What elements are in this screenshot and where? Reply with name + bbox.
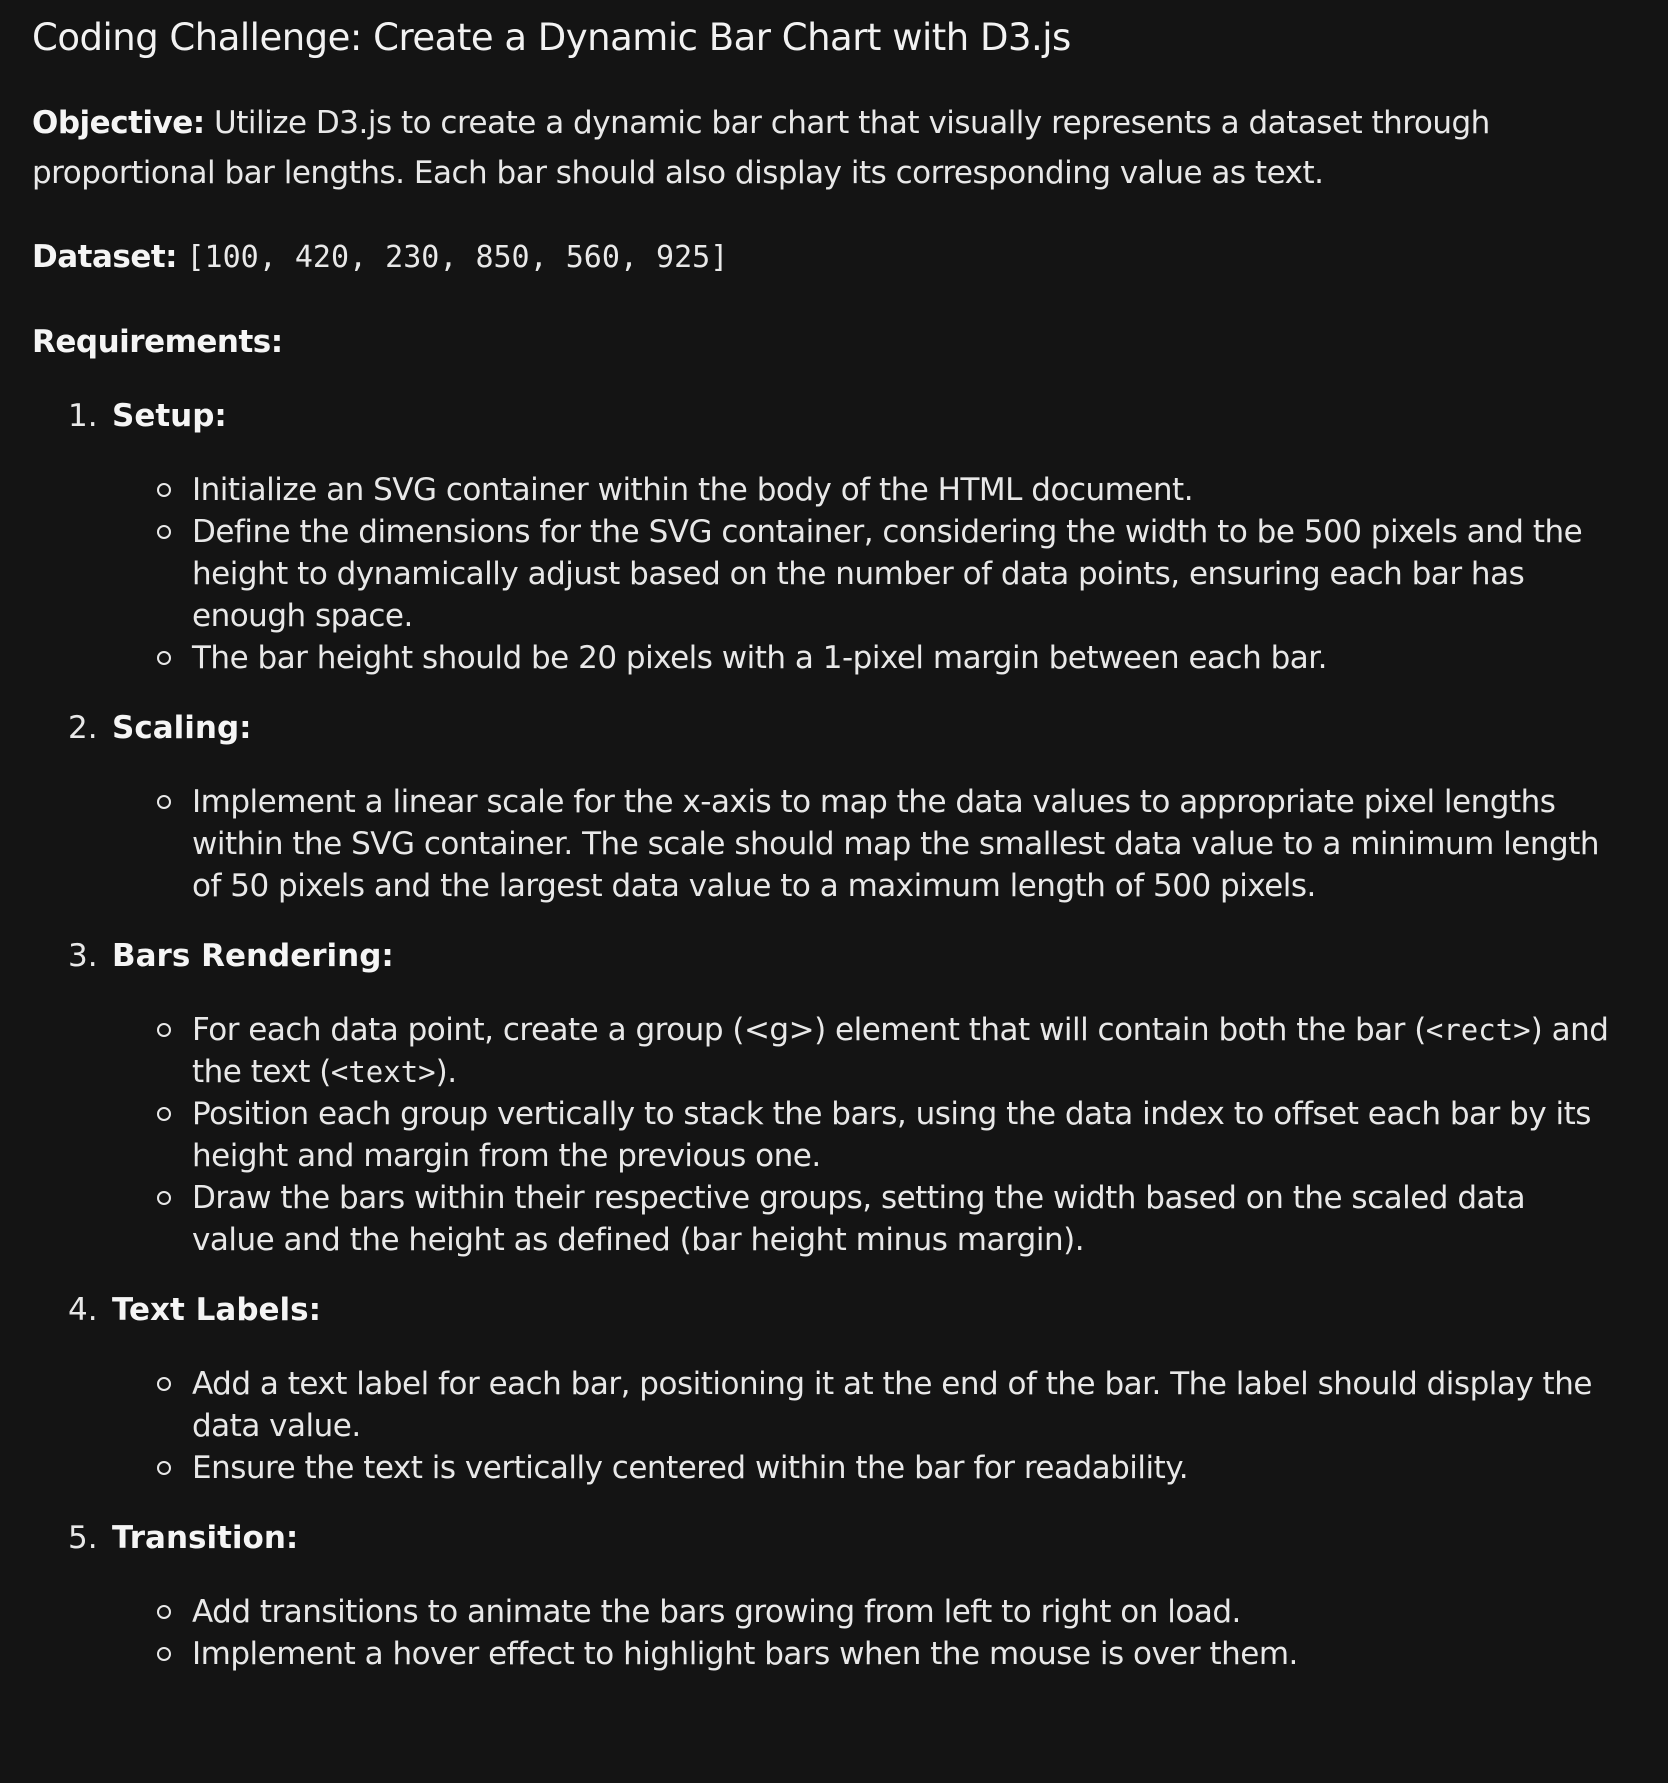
section-number: 5. xyxy=(68,1520,98,1556)
bullet-list xyxy=(32,1363,1636,1489)
list-item: The bar height should be 20 pixels with a 1-pixel margin between each bar. xyxy=(32,637,1636,679)
section-heading xyxy=(32,703,1636,753)
list-item: Implement a linear scale for the x-axis to map the data values to appropriate pixel lengths within the SVG container. The scale should map the smallest data value to a minimum length of 50 pixels and the largest data value to a maximum length of 500 pixels. xyxy=(32,781,1636,907)
bullet-circle-icon xyxy=(157,1461,171,1475)
section-number: 2. xyxy=(68,710,98,746)
requirements-heading: Requirements: xyxy=(32,324,283,360)
section-number: 1. xyxy=(68,398,98,434)
bullet-circle-icon xyxy=(157,1377,171,1391)
section-heading xyxy=(32,1285,1636,1335)
list-item: Add a text label for each bar, positioning it at the end of the bar. The label should display the data value. xyxy=(32,1363,1636,1447)
section-title: Text Labels: xyxy=(112,1292,322,1328)
bullet-list xyxy=(32,469,1636,679)
section-heading xyxy=(32,391,1636,441)
section-transition xyxy=(32,1513,1636,1675)
section-title: Setup: xyxy=(112,398,227,434)
list-item: Draw the bars within their respective groups, setting the width based on the scaled data value and the height as defined (bar height minus margin). xyxy=(32,1177,1636,1261)
section-bars-rendering xyxy=(32,931,1636,1261)
objective-text: Utilize D3.js to create a dynamic bar chart that visually represents a dataset through proportional bar lengths. Each bar should also display its corresponding value as text. xyxy=(32,105,1490,191)
section-setup xyxy=(32,391,1636,679)
section-heading xyxy=(32,931,1636,981)
inline-code: <text> xyxy=(330,1055,436,1089)
list-item: Define the dimensions for the SVG container, considering the width to be 500 pixels and the height to dynamically adjust based on the number of data points, ensuring each bar has enough space. xyxy=(32,511,1636,637)
objective-paragraph xyxy=(32,98,1636,198)
bullet-circle-icon xyxy=(157,1191,171,1205)
bullet-circle-icon xyxy=(157,651,171,665)
section-title: Transition: xyxy=(112,1520,299,1556)
section-number: 4. xyxy=(68,1292,98,1328)
section-heading xyxy=(32,1513,1636,1563)
bullet-circle-icon xyxy=(157,1647,171,1661)
objective-label: Objective: xyxy=(32,105,205,141)
bullet-list xyxy=(32,781,1636,907)
list-item: Initialize an SVG container within the body of the HTML document. xyxy=(32,469,1636,511)
section-text-labels xyxy=(32,1285,1636,1489)
bullet-circle-icon xyxy=(157,1023,171,1037)
bullet-circle-icon xyxy=(157,795,171,809)
list-item: For each data point, create a group (<g>) element that will contain both the bar (<rect>) and the text (<text>). xyxy=(32,1009,1636,1093)
list-item: Add transitions to animate the bars growing from left to right on load. xyxy=(32,1591,1636,1633)
bullet-list xyxy=(32,1009,1636,1261)
section-title: Bars Rendering: xyxy=(112,938,394,974)
section-number: 3. xyxy=(68,938,98,974)
dataset-value: [100, 420, 230, 850, 560, 925] xyxy=(186,240,729,275)
section-title: Scaling: xyxy=(112,710,252,746)
bullet-list xyxy=(32,1591,1636,1675)
list-item: Implement a hover effect to highlight bars when the mouse is over them. xyxy=(32,1633,1636,1675)
bullet-circle-icon xyxy=(157,525,171,539)
bullet-circle-icon xyxy=(157,1107,171,1121)
inline-code: <rect> xyxy=(1425,1013,1531,1047)
dataset-paragraph xyxy=(32,232,1636,283)
dataset-label: Dataset: xyxy=(32,239,178,275)
bullet-circle-icon xyxy=(157,483,171,497)
list-item: Position each group vertically to stack the bars, using the data index to offset each bar by its height and margin from the previous one. xyxy=(32,1093,1636,1177)
page-title: Coding Challenge: Create a Dynamic Bar Chart with D3.js xyxy=(32,16,1071,59)
bullet-circle-icon xyxy=(157,1605,171,1619)
list-item: Ensure the text is vertically centered within the bar for readability. xyxy=(32,1447,1636,1489)
section-scaling xyxy=(32,703,1636,907)
